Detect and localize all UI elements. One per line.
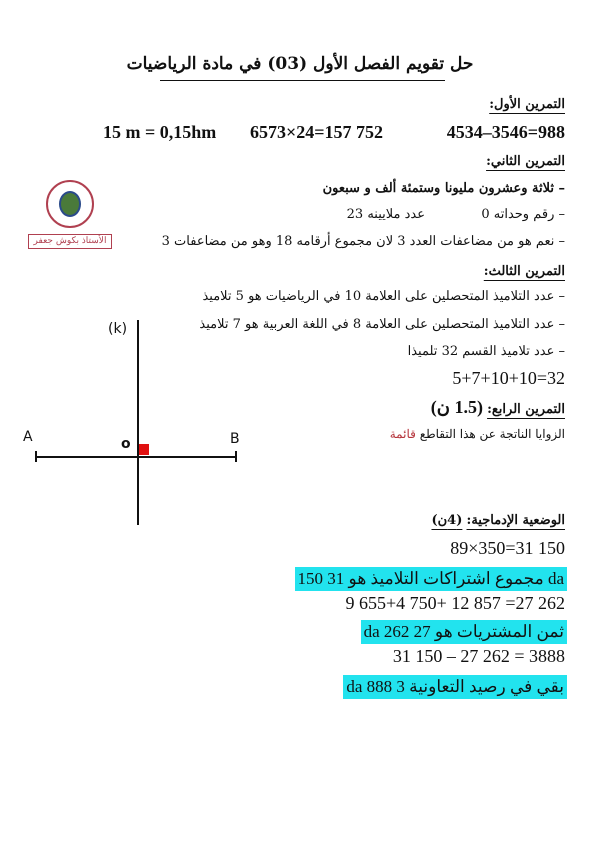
- ex4-text: الزوايا الناتجة عن هذا التقاطع: [419, 427, 565, 441]
- right-angle-marker: [139, 444, 149, 455]
- label-k: (k): [108, 321, 128, 337]
- exercise2-heading: التمرين الثاني:: [486, 154, 565, 169]
- integration-line5: 31 150 – 27 262 = 3888: [392, 646, 565, 666]
- integration-line2: مجموع اشتراكات التلاميذ هو 31 150 da: [295, 567, 567, 591]
- title-underline: [160, 80, 445, 81]
- exercise4-heading: التمرين الرابع:: [487, 402, 565, 417]
- integration-line1: 89×350=31 150: [450, 538, 565, 558]
- integration-heading-row: [431, 513, 565, 528]
- integration-line6: بقي في رصيد التعاونية 3 888 da: [343, 675, 567, 699]
- ex4-answer-line: [390, 427, 565, 441]
- exercise1-heading: التمرين الأول:: [489, 97, 565, 112]
- ex2-line2b: عدد ملايينه 23: [346, 207, 425, 222]
- ex2-line3: – نعم هو من مضاعفات العدد 3 لان مجموع أرقامه 18 وهو من مضاعفات 3: [161, 234, 565, 249]
- ex3-line1: – عدد التلاميذ المتحصلين على العلامة 10 في الرياضيات هو 5 تلاميذ: [202, 289, 565, 304]
- ex3-line3: – عدد تلاميذ القسم 32 تلميذا: [407, 344, 565, 359]
- stamp-label: الأستاذ بكوش جعفر: [28, 234, 112, 249]
- ex1-eq-subtraction: 4534–3546=988: [446, 122, 565, 142]
- stamp-circle-icon: [46, 180, 94, 228]
- ex2-line1: – ثلاثة وعشرون مليونا وستمئة ألف و سبعون: [322, 181, 565, 196]
- integration-points: (4ن): [431, 513, 463, 528]
- ex3-line2: – عدد التلاميذ المتحصلين على العلامة 8 في اللغة العربية هو 7 تلاميذ: [199, 317, 565, 332]
- teacher-stamp-logo: [40, 180, 100, 230]
- integration-heading: الوضعية الإدماجية:: [466, 513, 565, 528]
- tick-b: [235, 451, 237, 462]
- tick-a: [35, 451, 37, 462]
- ex1-eq-multiplication: 6573×24=157 752: [250, 122, 384, 142]
- page-title: حل تقويم الفصل الأول (03) في مادة الرياضيات: [126, 54, 474, 74]
- integration-line4: ثمن المشتريات هو 27 262 da: [361, 620, 567, 644]
- ex4-answer: قائمة: [389, 427, 416, 441]
- segment-ab: [35, 456, 236, 458]
- label-o: o: [121, 436, 131, 452]
- label-a: A: [23, 429, 33, 445]
- exercise4-heading-row: [431, 397, 565, 418]
- ex3-sum: 5+7+10+10=32: [452, 368, 565, 388]
- ex1-eq-conversion: 15 m = 0,15hm: [103, 122, 217, 142]
- exercise4-points: (1.5 ن): [430, 397, 483, 417]
- integration-line3: 9 655+4 750+ 12 857 =27 262: [345, 593, 565, 613]
- ex2-line2a: – رقم وحداته 0: [481, 207, 565, 222]
- exercise3-heading: التمرين الثالث:: [483, 264, 565, 279]
- label-b: B: [230, 431, 240, 447]
- line-k: [137, 320, 139, 525]
